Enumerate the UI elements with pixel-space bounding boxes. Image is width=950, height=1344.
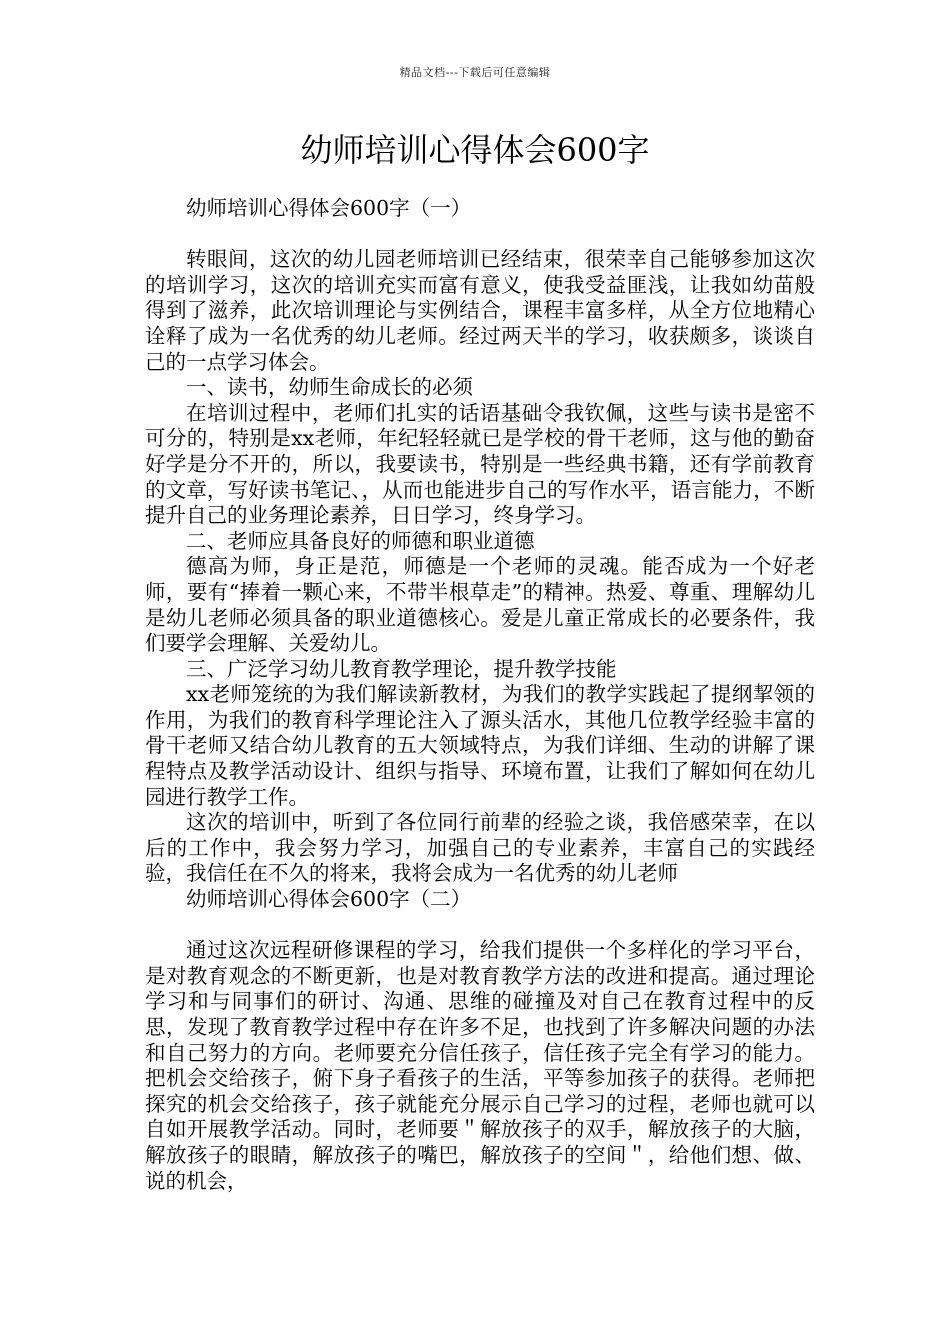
paragraph: 转眼间，这次的幼儿园老师培训已经结束，很荣幸自己能够参加这次的培训学习，这次的培训充实而富有意义，使我受益匪浅，让我如幼苗般得到了滋养，此次培训理论与实例结合，课程丰富多样，从全方位地精心诠释了成为一名优秀的幼儿老师。经过两天半的学习，收获颇多，谈谈自己的一点学习体会。 bbox=[145, 247, 815, 374]
blank-line bbox=[145, 913, 815, 939]
section-heading-1: 幼师培训心得体会600字（一） bbox=[186, 196, 472, 220]
page-header: 精品文档---下载后可任意编辑 bbox=[399, 66, 551, 79]
subheading-theory: 三、广泛学习幼儿教育教学理论，提升教学技能 bbox=[186, 656, 617, 681]
paragraph: xx老师笼统的为我们解读新教材，为我们的教学实践起了提纲挈领的作用，为我们的教育科学理论注入了源头活水，其他几位教学经验丰富的骨干老师又结合幼儿教育的五大领域特点，为我们详细、生动的讲解了课程特点及教学活动设计、组织与指导、环境布置，让我们了解如何在幼儿园进行教学工作。 bbox=[145, 682, 815, 809]
document-body bbox=[145, 196, 815, 1194]
blank-line bbox=[145, 222, 815, 248]
subheading-reading: 一、读书，幼师生命成长的必须 bbox=[186, 375, 473, 400]
section-heading-2: 幼师培训心得体会600字（二） bbox=[186, 887, 472, 912]
paragraph: 德高为师，身正是范，师德是一个老师的灵魂。能否成为一个好老师，要有“捧着一颗心来，不带半根草走”的精神。热爱、尊重、理解幼儿是幼儿老师必须具备的职业道德核心。爱是儿童正常成长的必要条件，我们要学会理解、关爱幼儿。 bbox=[145, 554, 815, 656]
paragraph: 在培训过程中，老师们扎实的话语基础令我钦佩，这些与读书是密不可分的，特别是xx老师，年纪轻轻就已是学校的骨干老师，这与他的勤奋好学是分不开的，所以，我要读书，特别是一些经典书籍，还有学前教育的文章，写好读书笔记、，从而也能进步自己的写作水平，语言能力，不断提升自己的业务理论素养，日日学习，终身学习。 bbox=[145, 400, 815, 528]
subheading-ethics: 二、老师应具备良好的师德和职业道德 bbox=[186, 528, 535, 553]
paragraph: 通过这次远程研修课程的学习，给我们提供一个多样化的学习平台，是对教育观念的不断更新，也是对教育教学方法的改进和提高。通过理论学习和与同事们的研讨、沟通、思维的碰撞及对自己在教育过程中的反思，发现了教育教学过程中存在许多不足，也找到了许多解决问题的办法和自己努力的方向。老师要充分信任孩子，信任孩子完全有学习的能力。把机会交给孩子，俯下身子看孩子的生活，平等参加孩子的获得。老师把探究的机会交给孩子，孩子就能充分展示自己学习的过程，老师也就可以自如开展教学活动。同时，老师要＂解放孩子的双手，解放孩子的大脑，解放孩子的眼睛，解放孩子的嘴巴，解放孩子的空间＂，给他们想、做、说的机会， bbox=[145, 938, 815, 1193]
paragraph: 这次的培训中，听到了各位同行前辈的经验之谈，我倍感荣幸，在以后的工作中，我会努力学习，加强自己的专业素养，丰富自己的实践经验，我信任在不久的将来，我将会成为一名优秀的幼儿老师 bbox=[145, 810, 815, 886]
document-title: 幼师培训心得体会600字 bbox=[300, 131, 650, 169]
